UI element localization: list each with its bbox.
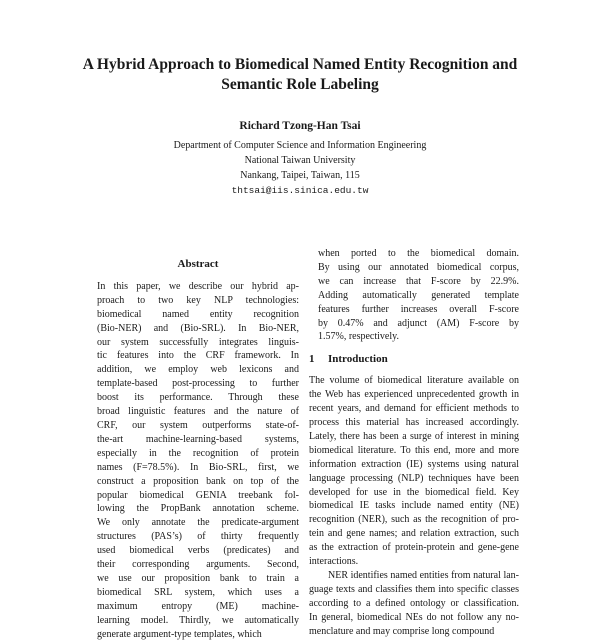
abstract-line: names (F=78.5%). In Bio-SRL, first, we xyxy=(97,461,299,473)
abstract-line: learning model. Thirdly, we automatically xyxy=(97,614,299,626)
abstract-line: by 0.47% and adjunct (AM) F-score by xyxy=(318,317,519,329)
abstract-line: broad linguistic features and the nature of xyxy=(97,406,299,418)
intro-line: biomedical literature. To this end, more and more xyxy=(309,444,519,456)
abstract-line: structures (PAS’s) of thirty frequently xyxy=(97,531,299,543)
abstract-line: construct a proposition bank on top of the xyxy=(97,475,299,487)
abstract-line: lowing the PropBank annotation scheme. xyxy=(97,503,299,515)
abstract-line: CRF, our system outperforms state-of- xyxy=(97,419,299,431)
abstract-line: generate argument-type templates, which xyxy=(97,628,262,640)
abstract-line: boost its performance. Through these xyxy=(97,392,299,404)
abstract-line: maximum entropy (ME) machine- xyxy=(97,600,299,612)
intro-line: tein and gene names; and relation extraction, such xyxy=(309,528,519,540)
abstract-line: addition, we employ web lexicons and xyxy=(97,364,299,376)
intro-line: according to a defined ontology or classification. xyxy=(309,597,519,609)
intro-line: process this material has increased accordingly. xyxy=(309,416,519,428)
intro-line: information extraction (IE) systems using natural xyxy=(309,458,519,470)
intro-line: guage texts and classifies them into specific classes xyxy=(309,583,519,595)
abstract-line: our system successfully integrates linguis- xyxy=(97,336,299,348)
affiliation-address: Nankang, Taipei, Taiwan, 115 xyxy=(240,170,360,181)
section-title: Introduction xyxy=(328,353,388,366)
abstract-line: features further increases overall F-score xyxy=(318,303,519,315)
abstract-line: In this paper, we describe our hybrid ap- xyxy=(97,280,299,292)
intro-line: In general, biomedical NEs do not follow any no- xyxy=(309,611,519,623)
abstract-line: popular biomedical GENIA treebank fol- xyxy=(97,489,299,501)
intro-line: NER identifies named entities from natural lan- xyxy=(328,569,519,581)
affiliation-block xyxy=(0,138,600,198)
intro-line: interactions. xyxy=(309,556,359,568)
intro-line: menclature and may comprise long compound xyxy=(309,625,495,637)
intro-line: the Web has experienced unprecedented growth in xyxy=(309,389,519,401)
left-column xyxy=(97,258,299,641)
abstract-line: proach to two key NLP technologies: xyxy=(97,294,299,306)
intro-line: as the extraction of protein-protein and gene-gene xyxy=(309,542,519,554)
abstract-line: when ported to the biomedical domain. xyxy=(318,248,519,259)
section-number: 1 xyxy=(309,353,315,366)
abstract-line: biomedical SRL system, which uses a xyxy=(97,586,299,598)
abstract-line: template-based post-processing to further xyxy=(97,378,299,390)
abstract-line: We only annotate the predicate-argument xyxy=(97,517,299,529)
abstract-line: the-art machine-learning-based systems, xyxy=(97,433,299,445)
abstract-line: tic features into the CRF framework. In xyxy=(97,350,299,362)
title-line-1: A Hybrid Approach to Biomedical Named Entity Recognition and xyxy=(82,56,518,73)
affiliation-department: Department of Computer Science and Information Engineering xyxy=(173,140,427,151)
affiliation-university: National Taiwan University xyxy=(244,155,356,166)
intro-line: recognition (NER), such as the recognition of pro- xyxy=(309,514,519,526)
paper-title xyxy=(40,55,560,95)
intro-line: biomedical IE tasks include named entity (NE) xyxy=(309,500,519,512)
intro-line: language processing (NLP) techniques have been xyxy=(309,472,519,484)
section-heading-introduction xyxy=(309,353,519,367)
title-line-2: Semantic Role Labeling xyxy=(221,76,379,93)
abstract-line: 1.57%, respectively. xyxy=(318,331,399,343)
abstract-line: (Bio-NER) and (Bio-SRL). In Bio-NER, xyxy=(97,322,299,334)
abstract-line: we can increase that F-score by 22.9%. xyxy=(318,275,519,287)
right-column xyxy=(309,247,519,638)
abstract-line: especially in the recognition of protein xyxy=(97,447,299,459)
abstract-body xyxy=(97,280,299,641)
introduction-paragraph-2 xyxy=(309,569,519,639)
abstract-line: biomedical named entity recognition xyxy=(97,308,299,320)
abstract-continuation xyxy=(309,247,519,344)
abstract-heading: Abstract xyxy=(177,258,219,270)
intro-line: recent years, and demand for efficient methods to xyxy=(309,403,519,415)
abstract-line: Adding automatically generated template xyxy=(318,289,519,301)
author-email: thtsai@iis.sinica.edu.tw xyxy=(231,185,369,196)
intro-line: developed for use in the biomedical field. Key xyxy=(309,486,519,498)
introduction-paragraph-1 xyxy=(309,374,519,569)
abstract-line: used biomedical verbs (predicates) and xyxy=(97,545,299,557)
intro-line: The volume of biomedical literature available on xyxy=(309,375,519,387)
intro-line: Lately, there has been a surge of interest in mining xyxy=(309,430,519,442)
abstract-line: we use our proposition bank to train a xyxy=(97,572,299,584)
author-name: Richard Tzong-Han Tsai xyxy=(239,120,361,132)
abstract-line: their corresponding arguments. Second, xyxy=(97,559,299,571)
abstract-line: By using our annotated biomedical corpus, xyxy=(318,261,519,273)
